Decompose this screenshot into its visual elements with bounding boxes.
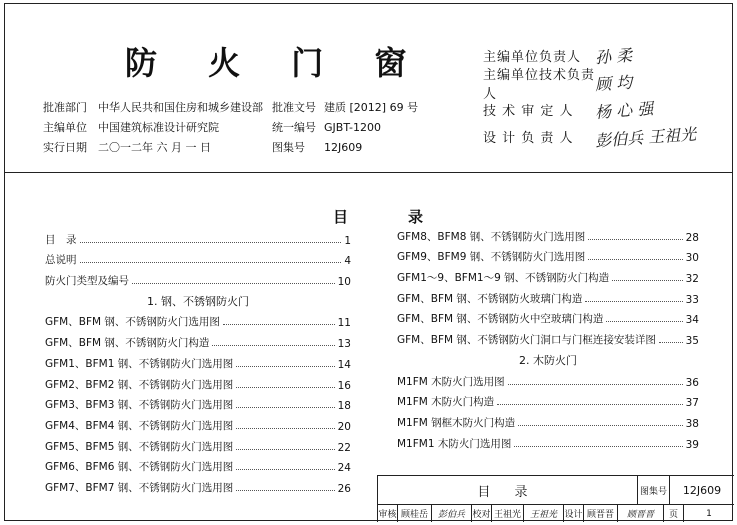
toc-entry [45,226,351,247]
document-title: 防 火 门 窗 [125,44,427,82]
responsible-row [483,67,696,102]
dot-leader [212,345,334,346]
meta-key: 批准部门 [43,101,87,114]
dot-leader [588,239,682,240]
drawing-sheet [4,3,733,521]
toc-entry-label: GFM、BFM 钢、不锈钢防火门洞口与门框连接安装详图 [397,334,656,347]
toc-entry-label: GFM5、BFM5 钢、不锈钢防火门选用图 [45,440,234,453]
dot-leader [588,259,682,260]
responsible-row [483,96,696,123]
toc-page-number: 34 [685,314,699,327]
meta-value: 中华人民共和国住房和城乡建设部 [98,101,263,114]
toc-page-number: 22 [337,441,351,454]
toc-heading-char: 目 [333,208,349,226]
meta-row [43,118,444,138]
dot-leader [236,490,334,491]
toc-page-number: 32 [685,273,699,286]
toc-entry [397,430,699,451]
toc-entry-label: GFM4、BFM4 钢、不锈钢防火门选用图 [45,419,234,432]
toc-page-number: 24 [337,462,351,475]
meta-row [43,98,444,118]
tb-signature: 彭伯兵 [432,505,472,522]
toc-page-number: 35 [685,335,699,348]
toc-page-number: 39 [685,438,699,451]
toc-entry-label: M1FM1 木防火门选用图 [397,437,512,450]
toc-entry-label: GFM、BFM 钢、不锈钢防火门选用图 [45,316,220,329]
toc-page-number: 38 [685,417,699,430]
toc-entry [45,350,351,371]
responsible-row [483,123,696,150]
toc-entry-label: GFM、BFM 钢、不锈钢防火玻璃门构造 [397,292,583,305]
toc-entry [45,474,351,495]
responsible-persons [483,42,696,150]
toc-page-number: 16 [337,379,351,392]
toc-page-number: 36 [685,376,699,389]
toc-entry-label: GFM1、BFM1 钢、不锈钢防火门选用图 [45,357,234,370]
meta-key: 批准文号 [272,101,316,114]
dot-leader [585,301,682,302]
meta-key: 图集号 [272,141,305,154]
responsible-label: 技 术 审 定 人 [483,104,574,119]
toc-entry-label: 防火门类型及编号 [45,275,129,288]
toc-page-number: 4 [344,255,351,268]
meta-value: 中国建筑标准设计研究院 [98,121,219,134]
tb-cell: 校对 [472,505,492,522]
title-block-top [378,476,734,505]
dot-leader [612,280,683,281]
approval-info [43,98,444,158]
dot-leader [236,387,334,388]
toc-left-column [45,226,351,495]
toc-entry-label: M1FM 木防火门构造 [397,396,495,409]
title-block [377,475,734,522]
toc-entry-label: GFM8、BFM8 钢、不锈钢防火门选用图 [397,230,586,243]
toc-page-number: 28 [685,231,699,244]
toc-entry-label: M1FM 木防火门选用图 [397,375,505,388]
signature: 彭伯兵 王祖光 [594,124,697,151]
atlas-label: 图集号 [638,476,670,504]
atlas-number: 12J609 [682,483,722,497]
toc-entry [397,409,699,430]
dot-leader [518,425,682,426]
toc-entry [397,244,699,265]
toc-entry [45,247,351,268]
dot-leader [132,283,335,284]
toc-entry-label: GFM6、BFM6 钢、不锈钢防火门选用图 [45,461,234,474]
dot-leader [606,321,682,322]
tb-cell: 顾晋晋 [584,505,618,522]
toc-entry [45,371,351,392]
responsible-label: 主编单位负责人 [483,50,582,65]
tb-cell: 王祖光 [492,505,524,522]
toc-entry [397,306,699,327]
tb-page-number: 1 [706,508,712,519]
toc-entry [45,309,351,330]
signature: 孙 柔 [594,45,633,68]
tb-signature: 顾晋晋 [618,505,664,522]
dot-leader [514,446,682,447]
toc-entry-label: GFM、BFM 钢、不锈钢防火中空玻璃门构造 [397,313,604,326]
toc-entry-label: GFM3、BFM3 钢、不锈钢防火门选用图 [45,399,234,412]
responsible-label: 主编单位技术负责人 [483,67,596,102]
toc-page-number: 37 [685,397,699,410]
toc-page-number: 14 [337,358,351,371]
signature: 杨 心 强 [594,98,654,123]
toc-entry [397,223,699,244]
signature: 顾 均 [594,72,633,95]
toc-page-number: 10 [337,276,351,289]
dot-leader [236,469,334,470]
toc-entry [45,412,351,433]
toc-entry [397,389,699,410]
toc-heading-char: 录 [408,208,424,226]
meta-row [43,138,444,158]
toc-entry [45,392,351,413]
toc-page-number: 26 [337,482,351,495]
tb-signature: 王祖光 [524,505,564,522]
toc-entry [45,433,351,454]
toc-entry-label: GFM7、BFM7 钢、不锈钢防火门选用图 [45,481,234,494]
title-block-bottom [378,505,734,522]
toc-entry [397,368,699,389]
toc-entry-label: 总说明 [45,254,77,267]
tb-cell: 审核 [378,505,398,522]
toc-entry [397,285,699,306]
meta-value: 12J609 [324,141,363,154]
meta-value: 二〇一二年 六 月 一 日 [98,141,211,154]
dot-leader [497,404,682,405]
dot-leader [659,342,683,343]
tb-cell: 页 [664,505,684,522]
toc-page-number: 13 [337,338,351,351]
toc-page-number: 11 [337,317,351,330]
meta-value: GJBT-1200 [324,121,381,134]
toc-page-number: 20 [337,420,351,433]
toc-entry [45,329,351,350]
toc-section-heading: 1. 钢、不锈钢防火门 [147,294,249,308]
toc-entry [397,326,699,347]
responsible-label: 设 计 负 责 人 [483,131,574,146]
toc-page-number: 1 [344,234,351,247]
toc-entry [397,264,699,285]
toc-page-number: 30 [685,252,699,265]
toc-entry [45,454,351,475]
dot-leader [508,384,683,385]
toc-entry-label: GFM9、BFM9 钢、不锈钢防火门选用图 [397,251,586,264]
toc-entry-label: GFM2、BFM2 钢、不锈钢防火门选用图 [45,378,234,391]
meta-key: 实行日期 [43,141,87,154]
dot-leader [236,428,334,429]
toc-entry-label: GFM1～9、BFM1～9 钢、不锈钢防火门构造 [397,272,610,285]
dot-leader [80,242,342,243]
tb-cell: 设计 [564,505,584,522]
toc-section-heading: 2. 木防火门 [519,353,577,367]
dot-leader [236,449,334,450]
dot-leader [80,262,342,263]
toc-entry [45,267,351,288]
dot-leader [223,324,335,325]
meta-key: 统一编号 [272,121,316,134]
toc-entry-label: 目 录 [45,233,77,246]
toc-right-column [397,223,699,451]
toc-page-number: 18 [337,400,351,413]
meta-value: 建质 [2012] 69 号 [324,101,419,114]
meta-key: 主编单位 [43,121,87,134]
toc-entry-label: GFM、BFM 钢、不锈钢防火门构造 [45,337,210,350]
cover-header [5,4,732,173]
dot-leader [236,366,334,367]
dot-leader [236,407,334,408]
title-block-title: 目 录 [378,476,638,504]
tb-cell: 顾桂岳 [398,505,432,522]
toc-entry-label: M1FM 钢框木防火门构造 [397,416,516,429]
toc-page-number: 33 [685,293,699,306]
